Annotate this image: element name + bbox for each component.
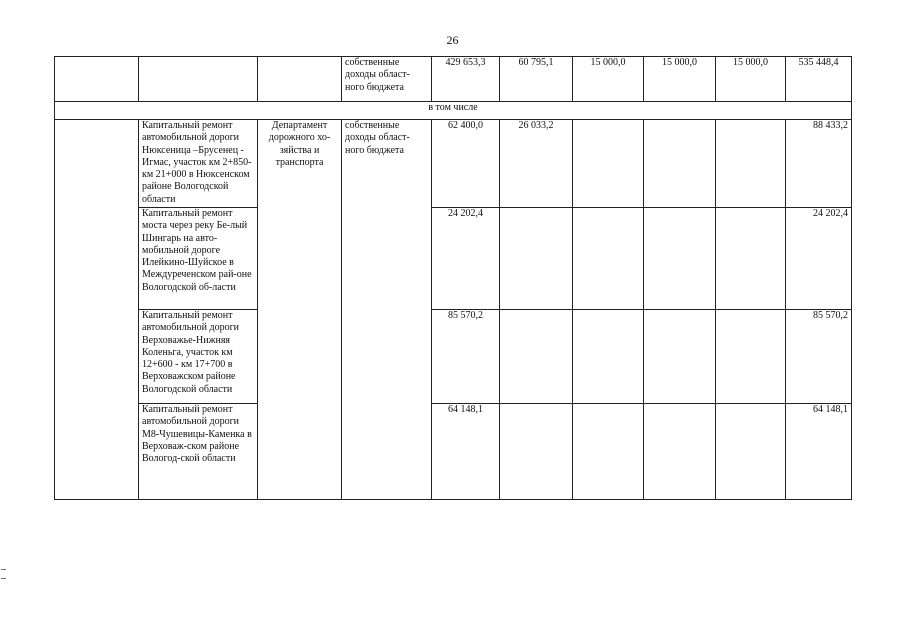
summary-total-cell: 535 448,4 <box>786 57 852 102</box>
value-cell: 24 202,4 <box>432 208 500 310</box>
empty-cell <box>258 57 342 102</box>
table-row <box>55 404 852 500</box>
project-cell: Капитальный ремонт автомобильной дороги Верховажье-Нижняя Коленьга, участок км 12+600 - км 17+700 в Верховажском районе Вологодской области <box>139 310 258 404</box>
table-row <box>55 310 852 404</box>
scan-mark <box>1 569 6 570</box>
summary-source-cell: собственные доходы област-ного бюджета <box>342 57 432 102</box>
summary-value-cell: 15 000,0 <box>644 57 716 102</box>
summary-value-cell: 60 795,1 <box>500 57 573 102</box>
empty-cell <box>500 310 573 404</box>
total-cell: 88 433,2 <box>786 120 852 208</box>
empty-cell <box>573 120 644 208</box>
empty-cell <box>139 57 258 102</box>
empty-cell <box>644 208 716 310</box>
empty-cell <box>573 208 644 310</box>
value-cell: 85 570,2 <box>432 310 500 404</box>
empty-cell <box>500 208 573 310</box>
total-cell: 24 202,4 <box>786 208 852 310</box>
subheader-row <box>55 102 852 120</box>
department-cell: Департамент дорожного хо-зяйства и транспорта <box>258 120 342 500</box>
total-cell: 64 148,1 <box>786 404 852 500</box>
empty-cell <box>644 404 716 500</box>
empty-cell <box>716 310 786 404</box>
empty-cell <box>573 404 644 500</box>
project-cell: Капитальный ремонт моста через реку Бе-лый Шингарь на авто-мобильной дороге Илейкино-Шуйское в Междуреченском рай-оне Вологодской об-ласти <box>139 208 258 310</box>
project-cell: Капитальный ремонт автомобильной дороги М8-Чушевицы-Каменка в Верховаж-ском районе Вологод-ской области <box>139 404 258 500</box>
empty-cell <box>55 120 139 500</box>
scan-mark <box>1 578 6 579</box>
empty-cell <box>573 310 644 404</box>
value-cell: 64 148,1 <box>432 404 500 500</box>
value-cell: 62 400,0 <box>432 120 500 208</box>
project-cell: Капитальный ремонт автомобильной дороги Нюксеница –Брусенец - Игмас, участок км 2+850- км 21+000 в Нюксенском районе Вологодской области <box>139 120 258 208</box>
budget-table <box>54 56 852 500</box>
value-cell: 26 033,2 <box>500 120 573 208</box>
summary-value-cell: 15 000,0 <box>573 57 644 102</box>
empty-cell <box>500 404 573 500</box>
table-row <box>55 208 852 310</box>
empty-cell <box>644 310 716 404</box>
subheader-cell: в том числе <box>55 102 852 120</box>
empty-cell <box>716 120 786 208</box>
table-row <box>55 120 852 208</box>
total-cell: 85 570,2 <box>786 310 852 404</box>
empty-cell <box>644 120 716 208</box>
summary-value-cell: 15 000,0 <box>716 57 786 102</box>
page-number: 26 <box>446 33 459 47</box>
summary-value-cell: 429 653,3 <box>432 57 500 102</box>
empty-cell <box>716 404 786 500</box>
empty-cell <box>716 208 786 310</box>
summary-row <box>55 57 852 102</box>
funding-source-cell: собственные доходы област-ного бюджета <box>342 120 432 500</box>
empty-cell <box>55 57 139 102</box>
